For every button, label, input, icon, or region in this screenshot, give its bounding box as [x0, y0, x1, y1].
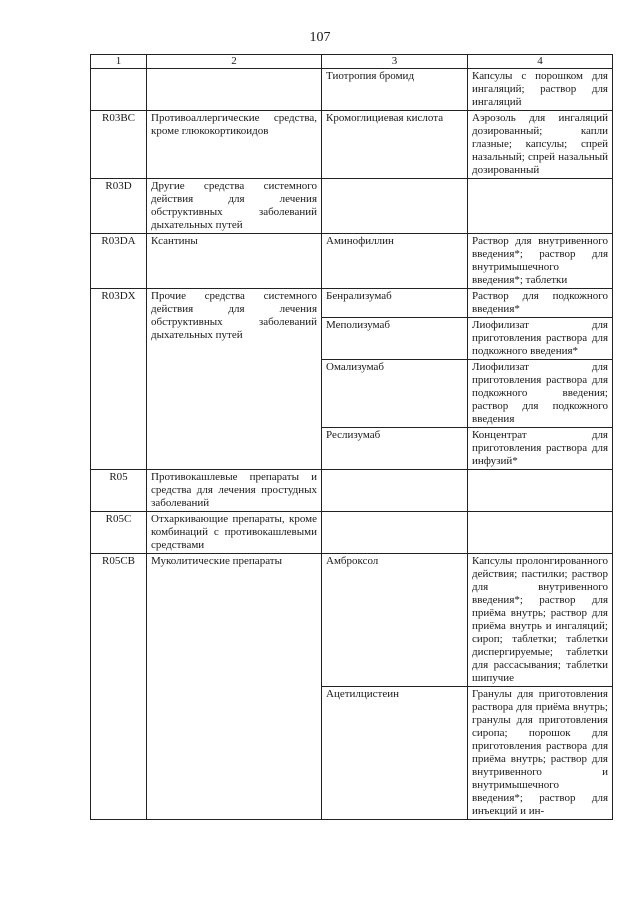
drug-name: Меполизумаб [322, 318, 468, 360]
drug-name [322, 512, 468, 554]
atc-code: R05 [91, 470, 147, 512]
dosage-form: Аэрозоль для ингаляций дозированный; капли глазные; капсулы; спрей назальный; спрей назальный дозированный [468, 111, 613, 179]
table-row [91, 179, 613, 234]
dosage-form [468, 179, 613, 234]
dosage-form: Раствор для подкожного введения* [468, 289, 613, 318]
drug-list-table [90, 54, 613, 820]
table-row [91, 470, 613, 512]
column-header: 2 [147, 55, 322, 69]
drug-name: Амброксол [322, 554, 468, 687]
drug-name: Тиотропия бромид [322, 69, 468, 111]
atc-code: R05CB [91, 554, 147, 820]
column-header: 3 [322, 55, 468, 69]
table-row [91, 512, 613, 554]
table-header-row [91, 55, 613, 69]
dosage-form: Лиофилизат для приготовления раствора для подкожного введения* [468, 318, 613, 360]
drug-name: Реслизумаб [322, 428, 468, 470]
group-description: Прочие средства системного действия для лечения обструктивных заболеваний дыхательных путей [147, 289, 322, 470]
atc-code: R03BC [91, 111, 147, 179]
group-description [147, 69, 322, 111]
dosage-form: Капсулы с порошком для ингаляций; раствор для ингаляций [468, 69, 613, 111]
atc-code: R03DX [91, 289, 147, 470]
column-header: 1 [91, 55, 147, 69]
dosage-form: Капсулы пролонгированного действия; пастилки; раствор для внутривенного введения*; раствор для приёма внутрь; раствор для приёма внутрь и ингаляций; сироп; таблетки; таблетки диспергируемые; таблетки для рассасывания; таблетки шипучие [468, 554, 613, 687]
table-row [91, 234, 613, 289]
dosage-form: Концентрат для приготовления раствора для инфузий* [468, 428, 613, 470]
group-description: Муколитические препараты [147, 554, 322, 820]
table-row [91, 554, 613, 687]
dosage-form: Раствор для внутривенного введения*; раствор для внутримышечного введения*; таблетки [468, 234, 613, 289]
table-row [91, 111, 613, 179]
table-row [91, 289, 613, 318]
atc-code [91, 69, 147, 111]
group-description: Другие средства системного действия для лечения обструктивных заболеваний дыхательных путей [147, 179, 322, 234]
dosage-form [468, 470, 613, 512]
dosage-form: Лиофилизат для приготовления раствора для подкожного введения; раствор для подкожного введения [468, 360, 613, 428]
dosage-form [468, 512, 613, 554]
drug-name: Кромоглициевая кислота [322, 111, 468, 179]
page-number: 107 [309, 30, 331, 45]
table-row [91, 69, 613, 111]
group-description: Противоаллергические средства, кроме глюкокортикоидов [147, 111, 322, 179]
atc-code: R03D [91, 179, 147, 234]
dosage-form: Гранулы для приготовления раствора для приёма внутрь; гранулы для приготовления сиропа; порошок для приготовления раствора для приёма внутрь; раствор для внутривенного и внутримышечного введения*; раствор для инъекций и ин- [468, 687, 613, 820]
group-description: Противокашлевые препараты и средства для лечения простудных заболеваний [147, 470, 322, 512]
group-description: Отхаркивающие препараты, кроме комбинаций с противокашлевыми средствами [147, 512, 322, 554]
atc-code: R05C [91, 512, 147, 554]
column-header: 4 [468, 55, 613, 69]
drug-name: Омализумаб [322, 360, 468, 428]
drug-name: Ацетилцистеин [322, 687, 468, 820]
drug-name: Бенрализумаб [322, 289, 468, 318]
group-description: Ксантины [147, 234, 322, 289]
atc-code: R03DA [91, 234, 147, 289]
drug-name [322, 179, 468, 234]
drug-name: Аминофиллин [322, 234, 468, 289]
drug-name [322, 470, 468, 512]
